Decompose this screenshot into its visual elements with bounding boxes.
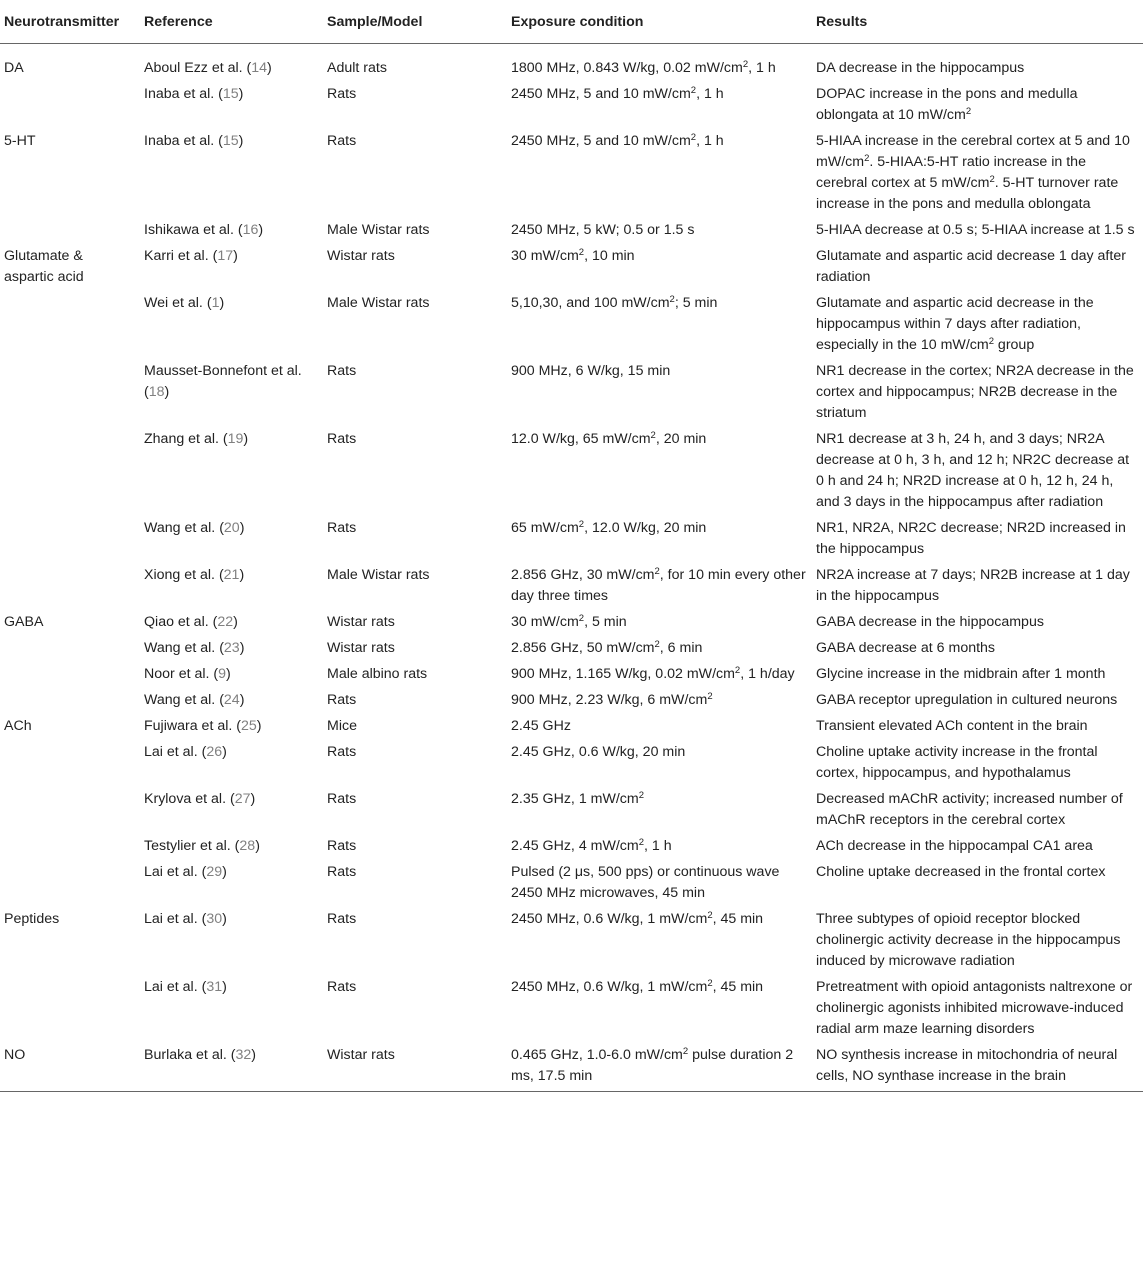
reference-number: 31 (206, 979, 223, 995)
cell-neurotransmitter: ACh (4, 718, 32, 734)
header-results: Results (812, 0, 1143, 44)
text-run: GABA decrease in the hippocampus (816, 614, 1044, 630)
text-run: , 5 min (584, 614, 627, 630)
cell-neurotransmitter (0, 358, 140, 426)
text-run: 2450 MHz, 0.6 W/kg, 1 mW/cm (511, 979, 708, 995)
cell-sample-model: Rats (327, 692, 357, 708)
cell-neurotransmitter (0, 833, 140, 859)
text-run: 2450 MHz, 0.6 W/kg, 1 mW/cm (511, 911, 708, 927)
table-row (0, 739, 1143, 786)
header-reference: Reference (140, 0, 323, 44)
reference-name: Lai et al. (144, 911, 198, 927)
cell-sample-model: Male Wistar rats (327, 567, 430, 583)
table-row (0, 833, 1143, 859)
text-run: NR1 decrease at 3 h, 24 h, and 3 days; NR2A decrease at 0 h, 3 h, and 12 h; NR2C decrease at 0 h and 24 h; NR2D increase at 0 h, 12 h, 24 h, and 3 days in the hippocampus after radiation (816, 431, 1130, 510)
cell-exposure-condition (507, 562, 812, 609)
cell-reference: Lai et al. (26) (144, 744, 227, 760)
reference-number: 25 (240, 718, 257, 734)
table-row (0, 358, 1143, 426)
reference-number: 22 (217, 614, 234, 630)
cell-results (812, 290, 1143, 358)
text-run: . 5-HT turnover rate increase in the pons and medulla oblongata (816, 175, 1119, 212)
superscript: 2 (638, 837, 645, 848)
cell-results (812, 1042, 1143, 1092)
cell-reference: Qiao et al. (22) (144, 614, 238, 630)
text-run: 2.35 GHz, 1 mW/cm (511, 791, 639, 807)
reference-number: 17 (217, 248, 234, 264)
superscript: 2 (707, 978, 713, 989)
text-run: DA decrease in the hippocampus (816, 60, 1025, 76)
cell-reference: Wang et al. (23) (144, 640, 245, 656)
cell-results (812, 44, 1143, 82)
text-run: Choline uptake activity increase in the frontal cortex, hippocampus, and hypothalamus (816, 744, 1098, 781)
reference-number: 20 (223, 520, 240, 536)
cell-exposure-condition (507, 833, 812, 859)
cell-results (812, 358, 1143, 426)
superscript: 2 (734, 665, 741, 676)
reference-name: Inaba et al. (144, 86, 215, 102)
reference-name: Fujiwara et al. (144, 718, 233, 734)
cell-neurotransmitter (0, 661, 140, 687)
reference-number: 14 (251, 60, 268, 76)
cell-exposure-condition (507, 974, 812, 1042)
reference-number: 28 (239, 838, 256, 854)
cell-reference: Ishikawa et al. (16) (144, 222, 264, 238)
cell-results (812, 426, 1143, 515)
table-row (0, 217, 1143, 243)
cell-reference: Xiong et al. (21) (144, 567, 245, 583)
cell-sample-model: Wistar rats (327, 640, 395, 656)
cell-exposure-condition (507, 128, 812, 217)
reference-number: 32 (235, 1047, 252, 1063)
reference-number: 18 (148, 384, 165, 400)
cell-results (812, 635, 1143, 661)
cell-sample-model: Rats (327, 520, 357, 536)
cell-exposure-condition (507, 609, 812, 635)
reference-name: Xiong et al. (144, 567, 215, 583)
text-run: , 1 h (748, 60, 776, 76)
text-run: NO synthesis increase in mitochondria of neural cells, NO synthase increase in the brain (816, 1047, 1118, 1084)
reference-name: Lai et al. (144, 979, 198, 995)
cell-neurotransmitter (0, 786, 140, 833)
text-run: NR2A increase at 7 days; NR2B increase at 1 day in the hippocampus (816, 567, 1130, 604)
text-run: NR1, NR2A, NR2C decrease; NR2D increased in the hippocampus (816, 520, 1126, 557)
cell-exposure-condition (507, 739, 812, 786)
cell-reference: Karri et al. (17) (144, 248, 238, 264)
cell-results (812, 128, 1143, 217)
cell-sample-model: Male albino rats (327, 666, 428, 682)
cell-neurotransmitter (0, 515, 140, 562)
reference-name: Qiao et al. (144, 614, 209, 630)
cell-reference: Wei et al. (1) (144, 295, 225, 311)
superscript: 2 (638, 790, 645, 801)
cell-exposure-condition (507, 358, 812, 426)
cell-results (812, 687, 1143, 713)
reference-number: 16 (242, 222, 259, 238)
text-run: 5,10,30, and 100 mW/cm (511, 295, 670, 311)
superscript: 2 (707, 910, 713, 921)
reference-number: 9 (218, 666, 227, 682)
cell-results (812, 217, 1143, 243)
text-run: 12.0 W/kg, 65 mW/cm (511, 431, 651, 447)
cell-neurotransmitter (0, 687, 140, 713)
reference-number: 15 (222, 86, 239, 102)
text-run: 900 MHz, 2.23 W/kg, 6 mW/cm (511, 692, 708, 708)
reference-number: 1 (211, 295, 220, 311)
text-run: Three subtypes of opioid receptor blocked cholinergic activity decrease in the hippocampus induced by microwave radiation (816, 911, 1121, 969)
text-run: Glycine increase in the midbrain after 1 month (816, 666, 1106, 682)
table-row (0, 562, 1143, 609)
cell-results (812, 609, 1143, 635)
text-run: ; 5 min (674, 295, 718, 311)
text-run: 5-HIAA decrease at 0.5 s; 5-HIAA increase at 1.5 s (816, 222, 1135, 238)
cell-results (812, 713, 1143, 739)
text-run: Transient elevated ACh content in the brain (816, 718, 1088, 734)
cell-exposure-condition (507, 713, 812, 739)
cell-exposure-condition (507, 217, 812, 243)
superscript: 2 (578, 613, 585, 624)
table-row (0, 44, 1143, 82)
text-run: 2.45 GHz (511, 718, 571, 734)
cell-exposure-condition (507, 44, 812, 82)
reference-name: Lai et al. (144, 864, 198, 880)
text-run: 2.45 GHz, 4 mW/cm (511, 838, 639, 854)
reference-number: 30 (206, 911, 223, 927)
cell-reference: Inaba et al. (15) (144, 86, 244, 102)
table-row (0, 906, 1143, 974)
cell-neurotransmitter (0, 426, 140, 515)
cell-sample-model: Rats (327, 86, 357, 102)
reference-name: Wang et al. (144, 692, 216, 708)
text-run: 65 mW/cm (511, 520, 579, 536)
cell-sample-model: Wistar rats (323, 1042, 507, 1092)
cell-exposure-condition (507, 635, 812, 661)
reference-name: Ishikawa et al. (144, 222, 234, 238)
text-run: 2450 MHz, 5 and 10 mW/cm (511, 86, 691, 102)
cell-neurotransmitter (0, 562, 140, 609)
cell-reference: Inaba et al. (15) (144, 133, 244, 149)
superscript: 2 (690, 132, 697, 143)
table-row (0, 290, 1143, 358)
reference-number: 23 (223, 640, 240, 656)
text-run: NR1 decrease in the cortex; NR2A decrease in the cortex and hippocampus; NR2B decrease in the striatum (816, 363, 1134, 421)
reference-name: Mausset-Bonnefont et al. (144, 363, 302, 379)
reference-name: Wang et al. (144, 640, 216, 656)
table-row (0, 609, 1143, 635)
text-run: 30 mW/cm (511, 248, 579, 264)
text-run: GABA receptor upregulation in cultured neurons (816, 692, 1118, 708)
table-row (0, 1042, 1143, 1092)
cell-sample-model: Male Wistar rats (327, 295, 430, 311)
superscript: 2 (654, 566, 660, 577)
text-run: Decreased mAChR activity; increased number of mAChR receptors in the cerebral cortex (816, 791, 1123, 828)
reference-number: 26 (206, 744, 223, 760)
cell-neurotransmitter (0, 290, 140, 358)
cell-sample-model: Rats (327, 979, 357, 995)
text-run: , 6 min (659, 640, 703, 656)
cell-reference: Testylier et al. (28) (144, 838, 260, 854)
table-row (0, 859, 1143, 906)
cell-results (812, 81, 1143, 128)
reference-name: Testylier et al. (144, 838, 231, 854)
cell-reference: Wang et al. (24) (144, 692, 245, 708)
table-row (0, 786, 1143, 833)
superscript: 2 (669, 294, 675, 305)
text-run: pulse duration 2 ms, 17.5 min (511, 1047, 794, 1084)
cell-results (812, 833, 1143, 859)
cell-reference: Zhang et al. (19) (144, 431, 249, 447)
cell-reference: Lai et al. (29) (144, 864, 227, 880)
text-run: 900 MHz, 6 W/kg, 15 min (511, 363, 671, 379)
cell-sample-model: Wistar rats (327, 614, 395, 630)
text-run: DOPAC increase in the pons and medulla oblongata at 10 mW/cm (816, 86, 1078, 123)
superscript: 2 (654, 639, 660, 650)
cell-sample-model: Adult rats (327, 60, 387, 76)
cell-neurotransmitter (0, 739, 140, 786)
table-row (0, 635, 1143, 661)
text-run: GABA decrease at 6 months (816, 640, 996, 656)
table-row (0, 426, 1143, 515)
text-run: 900 MHz, 1.165 W/kg, 0.02 mW/cm (511, 666, 735, 682)
cell-results (812, 243, 1143, 290)
text-run: 2450 MHz, 5 kW; 0.5 or 1.5 s (511, 222, 695, 238)
superscript: 2 (578, 247, 585, 258)
cell-exposure-condition (507, 1042, 812, 1092)
cell-results (812, 562, 1143, 609)
cell-neurotransmitter: NO (0, 1042, 140, 1092)
cell-results (812, 906, 1143, 974)
header-row (0, 0, 1143, 44)
table-row (0, 687, 1143, 713)
text-run: , 1 h (696, 86, 724, 102)
cell-sample-model: Rats (327, 791, 357, 807)
superscript: 2 (864, 153, 870, 164)
text-run: , 1 h/day (740, 666, 795, 682)
cell-exposure-condition (507, 243, 812, 290)
cell-exposure-condition (507, 786, 812, 833)
superscript: 2 (989, 174, 995, 185)
table-row (0, 128, 1143, 217)
reference-number: 27 (234, 791, 251, 807)
cell-results (812, 739, 1143, 786)
cell-exposure-condition (507, 661, 812, 687)
table-row (0, 713, 1143, 739)
superscript: 2 (965, 106, 972, 117)
text-run: , 20 min (655, 431, 707, 447)
text-run: 2.45 GHz, 0.6 W/kg, 20 min (511, 744, 686, 760)
cell-reference: Noor et al. (9) (144, 666, 231, 682)
cell-results (812, 515, 1143, 562)
cell-neurotransmitter (0, 859, 140, 906)
superscript: 2 (690, 85, 697, 96)
superscript: 2 (988, 336, 994, 347)
superscript: 2 (742, 59, 749, 70)
text-run: 2450 MHz, 5 and 10 mW/cm (511, 133, 691, 149)
reference-number: 29 (206, 864, 223, 880)
table-row (0, 81, 1143, 128)
reference-name: Karri et al. (144, 248, 209, 264)
text-run: Choline uptake decreased in the frontal cortex (816, 864, 1106, 880)
cell-reference: Burlaka et al. (32) (140, 1042, 323, 1092)
cell-exposure-condition (507, 515, 812, 562)
table-row (0, 243, 1143, 290)
text-run: 0.465 GHz, 1.0-6.0 mW/cm (511, 1047, 683, 1063)
cell-sample-model: Male Wistar rats (327, 222, 430, 238)
text-run: , 1 h (696, 133, 724, 149)
reference-name: Zhang et al. (144, 431, 219, 447)
cell-neurotransmitter: GABA (4, 614, 44, 630)
header-sample-model: Sample/Model (323, 0, 507, 44)
cell-sample-model: Rats (327, 911, 357, 927)
text-run: 30 mW/cm (511, 614, 579, 630)
cell-neurotransmitter (0, 974, 140, 1042)
cell-reference: Lai et al. (31) (144, 979, 227, 995)
cell-results (812, 974, 1143, 1042)
text-run: 1800 MHz, 0.843 W/kg, 0.02 mW/cm (511, 60, 743, 76)
superscript: 2 (682, 1046, 689, 1057)
cell-reference: Wang et al. (20) (144, 520, 245, 536)
reference-name: Lai et al. (144, 744, 198, 760)
text-run: group (993, 337, 1035, 353)
cell-sample-model: Rats (327, 744, 357, 760)
reference-name: Krylova et al. (144, 791, 227, 807)
cell-exposure-condition (507, 426, 812, 515)
reference-name: Aboul Ezz et al. (144, 60, 243, 76)
reference-name: Inaba et al. (144, 133, 215, 149)
reference-number: 15 (222, 133, 239, 149)
text-run: , 12.0 W/kg, 20 min (584, 520, 707, 536)
cell-sample-model: Wistar rats (327, 248, 395, 264)
text-run: , 10 min (584, 248, 635, 264)
cell-results (812, 786, 1143, 833)
text-run: Pretreatment with opioid antagonists naltrexone or cholinergic agonists inhibited microwave-induced radial arm maze learning disorders (816, 979, 1133, 1037)
text-run: , 1 h (644, 838, 672, 854)
cell-sample-model: Mice (327, 718, 357, 734)
reference-name: Wang et al. (144, 520, 216, 536)
text-run: , 45 min (712, 979, 764, 995)
cell-reference: Fujiwara et al. (25) (144, 718, 262, 734)
superscript: 2 (650, 430, 656, 441)
cell-exposure-condition (507, 81, 812, 128)
text-run: Pulsed (2 μs, 500 pps) or continuous wave 2450 MHz microwaves, 45 min (511, 864, 780, 901)
table-row (0, 515, 1143, 562)
table-row (0, 661, 1143, 687)
text-run: , for 10 min every other day three times (511, 567, 806, 604)
cell-reference: Aboul Ezz et al. (14) (144, 60, 272, 76)
cell-reference: Krylova et al. (27) (144, 791, 256, 807)
text-run: 2.856 GHz, 30 mW/cm (511, 567, 655, 583)
cell-sample-model: Rats (327, 864, 357, 880)
text-run: 5-HIAA increase in the cerebral cortex at 5 and 10 mW/cm (816, 133, 1130, 170)
cell-sample-model: Rats (327, 838, 357, 854)
reference-name: Burlaka et al. (144, 1047, 227, 1063)
superscript: 2 (578, 519, 585, 530)
text-run: ACh decrease in the hippocampal CA1 area (816, 838, 1093, 854)
cell-neurotransmitter: Glutamate & aspartic acid (4, 248, 84, 285)
cell-reference: Mausset-Bonnefont et al. (18) (144, 363, 302, 400)
reference-number: 24 (223, 692, 240, 708)
cell-sample-model: Rats (327, 431, 357, 447)
cell-exposure-condition (507, 859, 812, 906)
cell-neurotransmitter (0, 635, 140, 661)
superscript: 2 (707, 691, 713, 702)
text-run: Glutamate and aspartic acid decrease 1 day after radiation (816, 248, 1126, 285)
cell-neurotransmitter: 5-HT (4, 133, 36, 149)
cell-neurotransmitter (0, 217, 140, 243)
reference-number: 19 (227, 431, 244, 447)
cell-sample-model: Rats (327, 363, 357, 379)
text-run: , 45 min (712, 911, 764, 927)
cell-neurotransmitter: Peptides (4, 911, 60, 927)
cell-exposure-condition (507, 687, 812, 713)
cell-reference: Lai et al. (30) (144, 911, 227, 927)
text-run: . 5-HIAA:5-HT ratio increase in the cerebral cortex at 5 mW/cm (816, 154, 1086, 191)
cell-exposure-condition (507, 290, 812, 358)
cell-results (812, 661, 1143, 687)
reference-number: 21 (223, 567, 240, 583)
cell-results (812, 859, 1143, 906)
header-neurotransmitter: Neurotransmitter (0, 0, 140, 44)
reference-name: Noor et al. (144, 666, 210, 682)
table-body (0, 44, 1143, 1092)
table-row (0, 974, 1143, 1042)
text-run: 2.856 GHz, 50 mW/cm (511, 640, 655, 656)
reference-name: Wei et al. (144, 295, 203, 311)
cell-exposure-condition (507, 906, 812, 974)
cell-neurotransmitter (0, 81, 140, 128)
text-run: Glutamate and aspartic acid decrease in the hippocampus within 7 days after radiation, especially in the 10 mW/cm (816, 295, 1094, 353)
cell-sample-model: Rats (327, 133, 357, 149)
cell-neurotransmitter: DA (4, 60, 24, 76)
header-exposure-condition: Exposure condition (507, 0, 812, 44)
